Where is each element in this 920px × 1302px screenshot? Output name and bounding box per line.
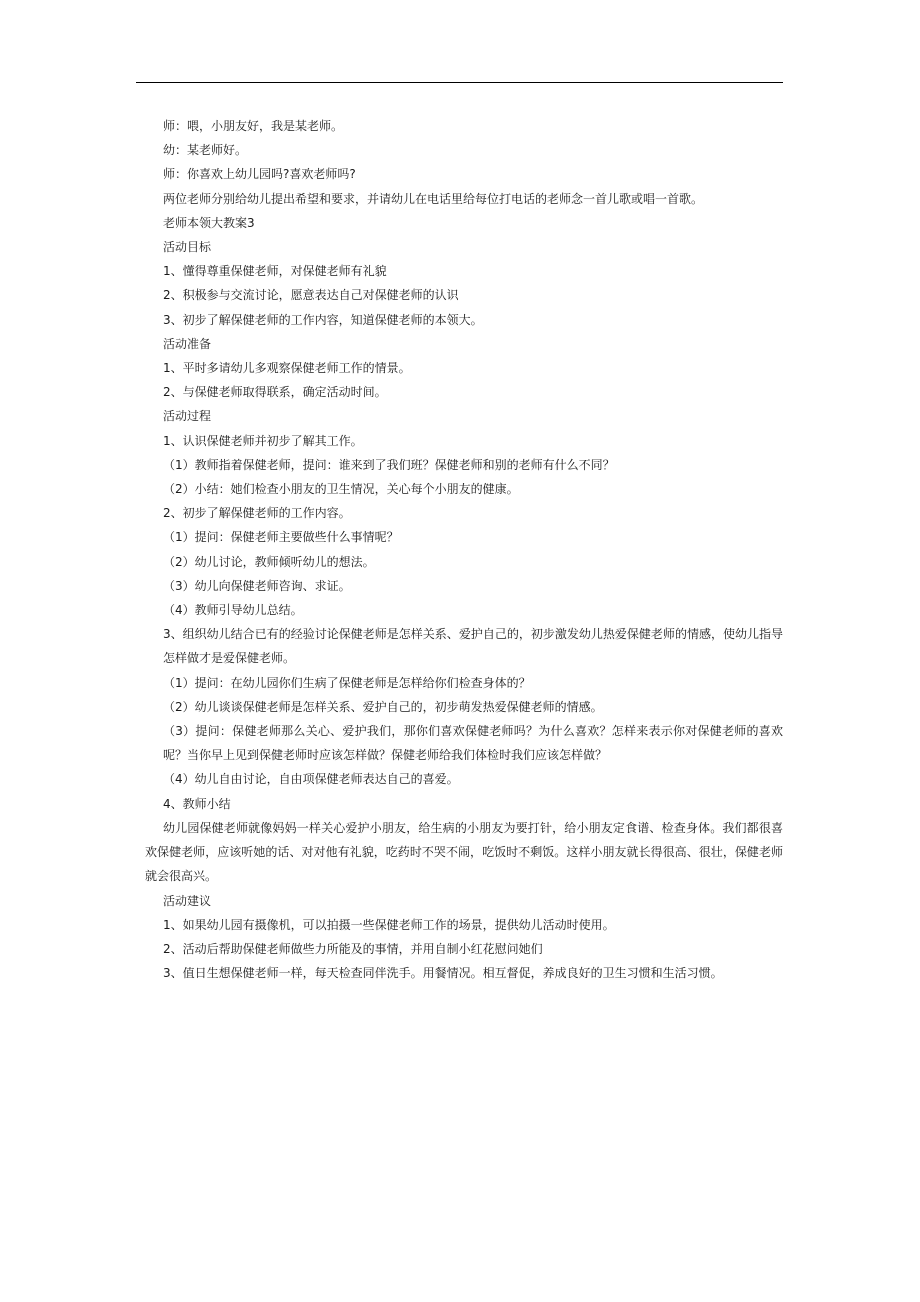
text-line: （2）小结：她们检查小朋友的卫生情况，关心每个小朋友的健康。 — [163, 482, 519, 497]
text-line: 2、与保健老师取得联系，确定活动时间。 — [163, 385, 387, 400]
text-line: 4、教师小结 — [163, 796, 231, 811]
section-heading: 活动建议 — [163, 893, 212, 908]
text-line: （4）幼儿自由讨论，自由项保健老师表达自己的喜爱。 — [163, 772, 459, 787]
paragraph-step-3: 3、组织幼儿结合已有的经验讨论保健老师是怎样关系、爱护自己的，初步激发幼儿热爱保健老师的情感，使幼儿指导怎样做才是爱保健老师。 — [163, 627, 783, 666]
text-line: 1、如果幼儿园有摄像机，可以拍摄一些保健老师工作的场景，提供幼儿活动时使用。 — [163, 917, 615, 932]
text-line: 师：喂，小朋友好，我是某老师。 — [163, 119, 344, 133]
text-line: 3、值日生想保健老师一样，每天检查同伴洗手。用餐情况。相互督促，养成良好的卫生习惯和生活习惯。 — [163, 966, 723, 981]
text-line: 幼：某老师好。 — [163, 143, 248, 158]
text-line: 2、积极参与交流讨论，愿意表达自己对保健老师的认识 — [163, 288, 459, 303]
section-heading: 活动准备 — [163, 336, 212, 351]
text-line: 师：你喜欢上幼儿园吗?喜欢老师吗? — [163, 167, 356, 182]
text-line: 2、初步了解保健老师的工作内容。 — [163, 506, 351, 521]
text-line: 1、懂得尊重保健老师，对保健老师有礼貌 — [163, 264, 387, 279]
text-line: （2）幼儿讨论，教师倾听幼儿的想法。 — [163, 554, 375, 569]
text-line: 1、认识保健老师并初步了解其工作。 — [163, 433, 363, 448]
section-title: 老师本领大教案3 — [163, 215, 255, 230]
section-heading: 活动过程 — [163, 409, 212, 424]
text-line: 2、活动后帮助保健老师做些力所能及的事情，并用自制小红花慰问她们 — [163, 941, 543, 956]
paragraph-question: （3）提问：保健老师那么关心、爱护我们，那你们喜欢保健老师吗？为什么喜欢？怎样来表示你对保健老师的喜欢呢？当你早上见到保健老师时应该怎样做？保健老师给我们体检时我们应该怎样做？ — [163, 724, 783, 763]
text-line: 1、平时多请幼儿多观察保健老师工作的情景。 — [163, 361, 411, 376]
text-line: （1）提问：保健老师主要做些什么事情呢？ — [163, 530, 399, 545]
text-line: （3）幼儿向保健老师咨询、求证。 — [163, 578, 351, 593]
text-line: （2）幼儿谈谈保健老师是怎样关系、爱护自己的，初步萌发热爱保健老师的情感。 — [163, 699, 603, 714]
header-rule — [136, 82, 783, 83]
text-line: （1）提问：在幼儿园你们生病了保健老师是怎样给你们检查身体的？ — [163, 675, 531, 690]
document-body — [145, 114, 783, 985]
text-line: 两位老师分别给幼儿提出希望和要求，并请幼儿在电话里给每位打电话的老师念一首儿歌或唱一首歌。 — [163, 191, 704, 206]
text-line: 3、初步了解保健老师的工作内容，知道保健老师的本领大。 — [163, 312, 483, 327]
section-heading: 活动目标 — [163, 240, 212, 255]
summary-paragraph: 幼儿园保健老师就像妈妈一样关心爱护小朋友，给生病的小朋友为要打针，给小朋友定食谱、检查身体。我们都很喜欢保健老师，应该听她的话、对对他有礼貌，吃药时不哭不闹，吃饭时不剩饭。这样小朋友就长得很高、很壮，保健老师就会很高兴。 — [145, 820, 783, 884]
text-line: （4）教师引导幼儿总结。 — [163, 603, 303, 618]
text-line: （1）教师指着保健老师，提问：谁来到了我们班？保健老师和别的老师有什么不同？ — [163, 457, 615, 472]
